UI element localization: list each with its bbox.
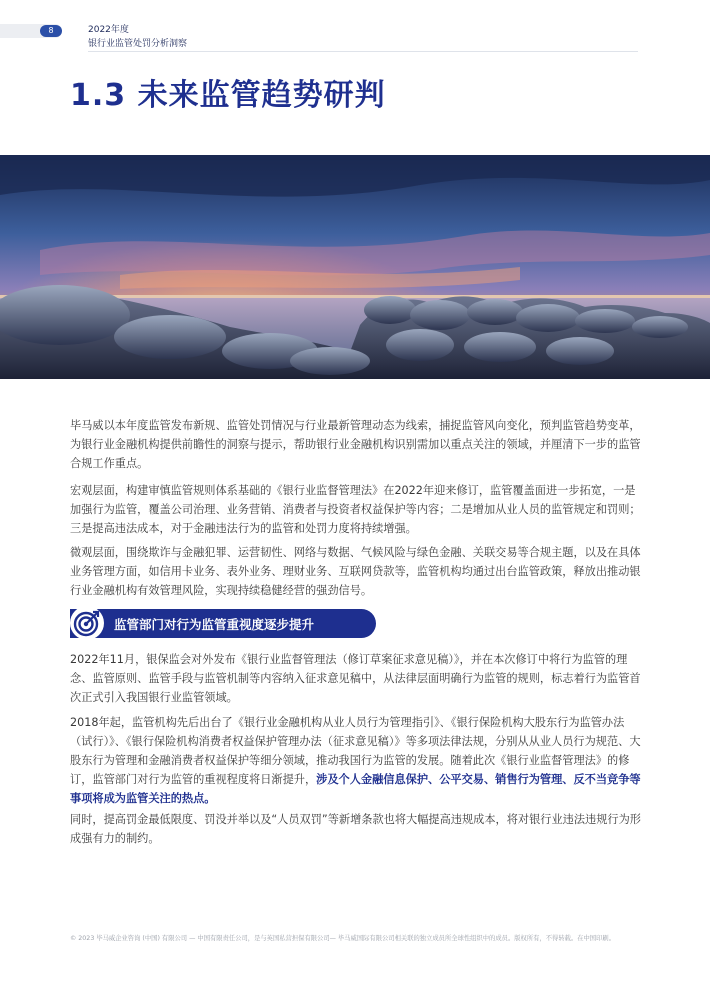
paragraph-micro: 微观层面，围绕欺诈与金融犯罪、运营韧性、网络与数据、气候风险与绿色金融、关联交易等合规主题，以及在具体业务管理方面，如信用卡业务、表外业务、理财业务、互联网贷款等，监管机构均通过出台监管政策，释放出推动银行业金融机构有效管理风险，实现持续稳健经营的强劲信号。: [70, 546, 641, 597]
paragraph-intro: 毕马威以本年度监管发布新规、监管处罚情况与行业最新管理动态为线索，捕捉监管风向变化，预判监管趋势变革，为银行业金融机构提供前瞻性的洞察与提示，帮助银行业金融机构识别需加以重点关注的领域，并厘清下一步的监管合规工作重点。: [70, 419, 641, 470]
paragraph-conduct-text: 2018年起，监管机构先后出台了《银行业金融机构从业人员行为管理指引》、《银行保险机构大股东行为监管办法（试行）》、《银行保险机构消费者权益保护管理办法（征求意见稿）》等多项法律法规，分别从从业人员行为规范、大股东行为管理和金融消费者权益保护等细分领域，推动我国行为监管的发展。随着此次《银行业监督管理法》的修订，监管部门对行为监管的重视程度将日渐提升，: [70, 716, 641, 786]
target-icon: [70, 606, 104, 640]
paragraph-revision: 2022年11月，银保监会对外发布《银行业监督管理法（修订草案征求意见稿）》，并在本次修订中将行为监管的理念、监管原则、监管手段与监管机制等内容纳入征求意见稿中，从法律层面明确行为监管的规则，标志着行为监管首次正式引入我国银行业监管领域。: [70, 653, 641, 704]
copyright-footer: © 2023 毕马威企业咨询 (中国) 有限公司 — 中国有限责任公司，是与英国私营担保有限公司— 毕马威国际有限公司相关联的独立成员所全球性组织中的成员。版权所有，不得转载。在中国印刷。: [70, 935, 615, 942]
section-title: 1.3 未来监管趋势研判: [70, 78, 386, 113]
paragraph-macro: 宏观层面，构建审慎监管规则体系基础的《银行业监督管理法》在2022年迎来修订，监管覆盖面进一步拓宽，一是加强行为监管，覆盖公司治理、业务营销、消费者与投资者权益保护等内容；二是增加从业人员的监管规定和罚则；三是提高违法成本，对于金融违法行为的监管和处罚力度将持续增强。: [70, 484, 641, 535]
header-year: 2022年度: [88, 25, 129, 35]
sunset-shore-illustration: [0, 155, 710, 379]
hero-image: [0, 155, 710, 379]
header-divider: [88, 51, 638, 52]
highlighted-hotspots: 涉及个人金融信息保护、公平交易、销售行为管理、反不当竞争等事项将成为监管关注的热点。: [70, 773, 641, 805]
header-report-title: 银行业监管处罚分析洞察: [88, 39, 188, 49]
paragraph-penalties: 同时，提高罚金最低限度、罚没并举以及“人员双罚”等新增条款也将大幅提高违规成本，将对银行业违法违规行为形成强有力的制约。: [70, 813, 641, 845]
page-number: 8: [40, 25, 62, 37]
section-heading-label: 监管部门对行为监管重视度逐步提升: [114, 617, 315, 632]
paragraph-conduct-regulation: [70, 713, 642, 808]
